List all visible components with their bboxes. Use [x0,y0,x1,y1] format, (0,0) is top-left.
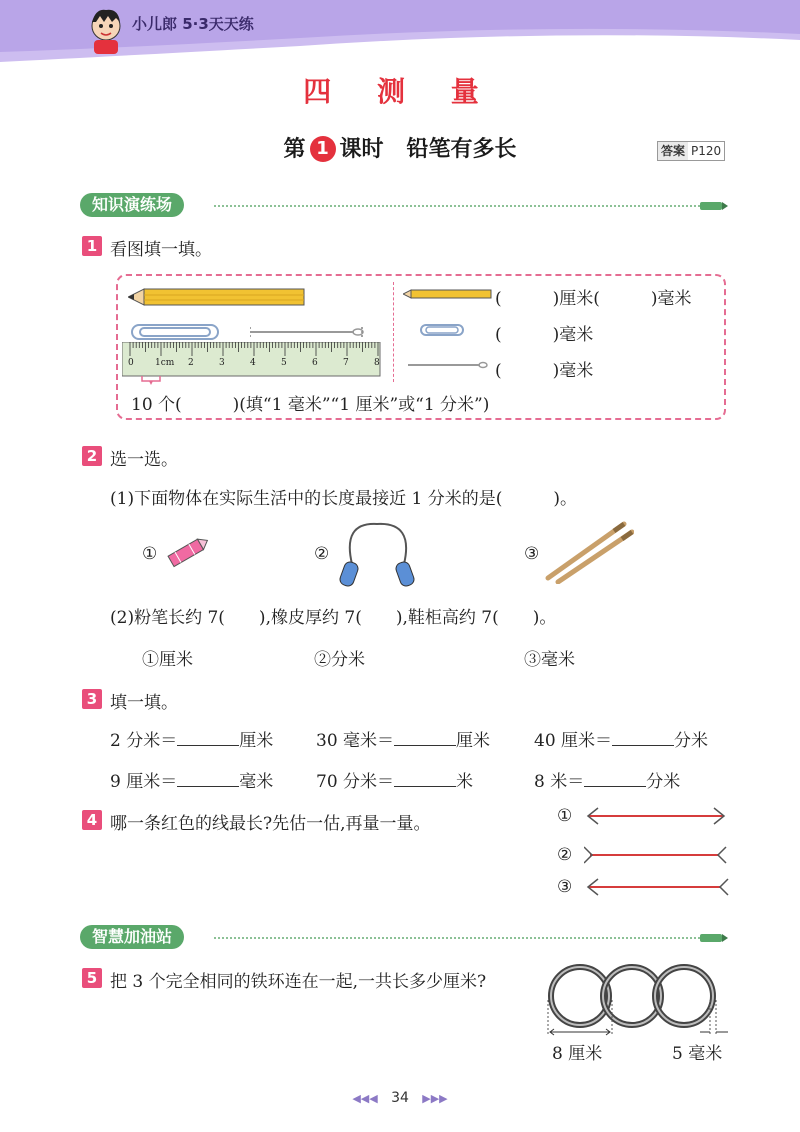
line-3-mark: ③ [557,877,573,897]
conversion-right: 厘米 [456,731,491,751]
ruler-tick-label: 5 [281,358,287,368]
conversion-item[interactable] [534,767,680,792]
needle-image [250,325,375,339]
answer-blank[interactable] [177,744,239,746]
ruler-labels [122,358,382,372]
conversion-left: 30 毫米＝ [316,731,395,751]
ring-diameter-label: 8 厘米 [552,1044,603,1064]
question-5-number: 5 [82,968,102,988]
pencil-icon [700,932,728,944]
chopsticks-icon [544,518,634,584]
conversion-left: 8 米＝ [534,772,585,792]
question-3-prompt: 填一填。 [110,693,178,713]
conversion-item[interactable] [316,726,490,751]
unit-option-1: ①厘米 [142,650,193,670]
question-1-divider [393,282,394,382]
page-number: 34 [391,1090,409,1106]
question-1-number: 1 [82,236,102,256]
conversion-right: 分米 [674,731,709,751]
answer-blank[interactable] [394,785,456,787]
unit-option-2: ②分米 [314,650,365,670]
answer-blank[interactable] [394,744,456,746]
answer-label: 答案 [658,142,688,160]
ruler-tick-label: 7 [343,358,349,368]
answer-tag[interactable] [657,141,725,161]
option-2-mark: ② [314,544,330,564]
needle-length-answer[interactable]: ( )毫米 [495,361,594,381]
answer-blank[interactable] [584,785,646,787]
small-paperclip-image [420,323,464,337]
ruler-tick-label: 0 [128,358,134,368]
ruler-tick-label: 6 [312,358,318,368]
question-2-part-2[interactable]: (2)粉笔长约 7( ),橡皮厚约 7( ),鞋柜高约 7( )。 [110,608,557,628]
ring-thickness-label: 5 毫米 [672,1044,723,1064]
question-4-prompt: 哪一条红色的线最长?先估一估,再量一量。 [110,814,431,834]
ruler-tick-label: 2 [188,358,194,368]
section-practice: 知识演练场 [80,193,184,217]
red-line-1 [584,806,730,826]
ruler-tick-label: 4 [250,358,256,368]
bracket-marker-icon [140,376,162,386]
option-1-mark: ① [142,544,158,564]
jump-rope-icon [332,518,422,588]
question-2-number: 2 [82,446,102,466]
line-2-mark: ② [557,845,573,865]
conversion-right: 厘米 [239,731,274,751]
conversion-right: 毫米 [239,772,274,792]
answer-blank[interactable] [612,744,674,746]
prev-arrows-icon: ◀◀◀ [352,1092,378,1105]
option-3-mark: ③ [524,544,540,564]
paperclip-image [130,322,220,342]
question-1-prompt: 看图填一填。 [110,240,212,260]
answer-page: P120 [688,142,724,160]
pencil-icon [700,200,728,212]
small-needle-image [408,361,488,369]
paperclip-length-answer[interactable]: ( )毫米 [495,325,594,345]
ruler-tick-label: 8 [374,358,380,368]
section-challenge: 智慧加油站 [80,925,184,949]
small-pencil-image [403,288,493,300]
question-2-prompt: 选一选。 [110,450,178,470]
conversion-left: 70 分米＝ [316,772,395,792]
conversion-item[interactable] [110,767,273,792]
next-arrows-icon: ▶▶▶ [422,1092,448,1105]
crayon-icon [162,534,212,568]
red-line-3 [584,877,730,897]
conversion-item[interactable] [316,767,473,792]
three-rings-image [540,960,730,1040]
conversion-right: 分米 [646,772,681,792]
conversion-item[interactable] [110,726,273,751]
unit-option-3: ③毫米 [524,650,575,670]
lesson-suffix: 课时 [339,137,384,162]
question-5-prompt: 把 3 个完全相同的铁环连在一起,一共长多少厘米? [110,972,487,992]
conversion-left: 40 厘米＝ [534,731,613,751]
ruler-tick-label: 1cm [155,358,175,368]
page-footer [0,1090,800,1106]
pencil-length-answer[interactable]: ( )厘米( )毫米 [495,289,692,309]
question-2-part-1[interactable]: (1)下面物体在实际生活中的长度最接近 1 分米的是( )。 [110,489,577,509]
brand-title: 小儿郎 5·3天天练 [132,15,254,33]
mascot-icon [86,6,126,54]
section-divider [214,205,700,207]
red-line-2 [584,845,730,865]
conversion-left: 9 厘米＝ [110,772,178,792]
line-1-mark: ① [557,806,573,826]
answer-blank[interactable] [177,785,239,787]
ruler-tick-label: 3 [219,358,225,368]
pencil-image [128,286,308,308]
lesson-prefix: 第 [283,137,306,162]
conversion-left: 2 分米＝ [110,731,178,751]
lesson-number-badge: 1 [310,136,336,162]
lesson-name: 铅笔有多长 [406,137,517,162]
question-3-number: 3 [82,689,102,709]
conversion-item[interactable] [534,726,708,751]
section-divider [214,937,700,939]
question-4-number: 4 [82,810,102,830]
chapter-title: 四 测 量 [303,75,497,108]
conversion-right: 米 [456,772,474,792]
question-1-fill[interactable]: 10 个( )(填“1 毫米”“1 厘米”或“1 分米”) [131,395,490,415]
